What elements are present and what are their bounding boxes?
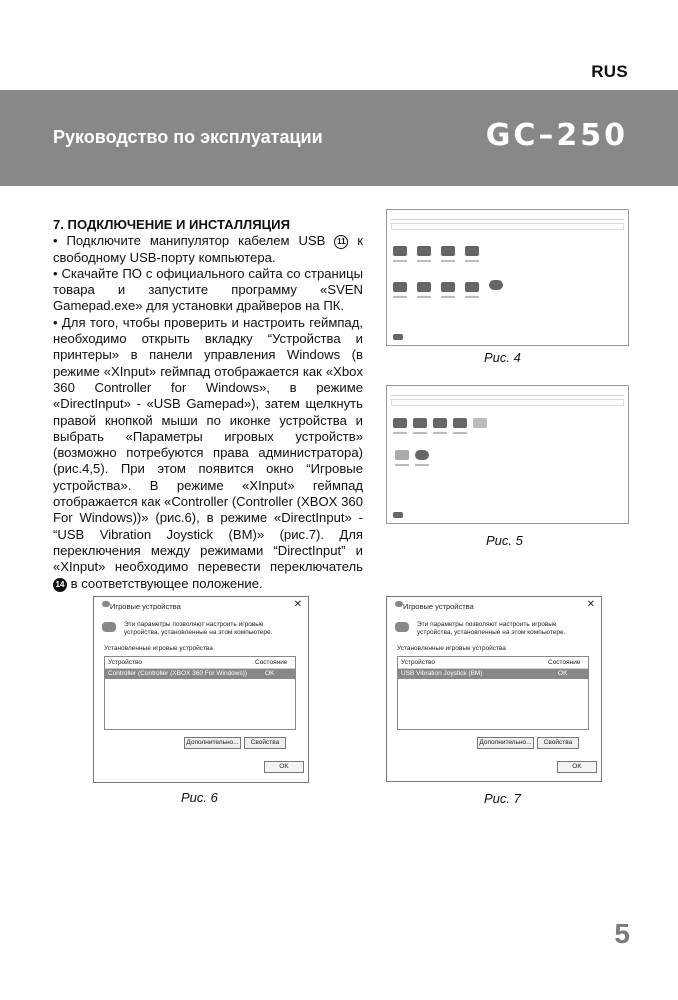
list-header — [105, 657, 295, 669]
ok-button[interactable]: OK — [557, 761, 597, 773]
p1-text-b: к свободному USB-порту компьютера. — [53, 233, 363, 265]
language-label: RUS — [591, 62, 628, 81]
devices-list[interactable] — [104, 656, 296, 730]
advanced-button[interactable]: Дополнительно... — [184, 737, 241, 749]
ok-button[interactable]: OK — [264, 761, 304, 773]
dialog-description: Эти параметры позволяют настроить игровые устройства, установленные на этом компьютере. — [417, 621, 566, 636]
dialog-description: Эти параметры позволяют настроить игровые устройства, установленные на этом компьютере. — [124, 621, 273, 636]
gamepad-icon — [395, 601, 403, 607]
column-device: Устройство — [108, 659, 143, 666]
close-icon[interactable]: ✕ — [293, 599, 302, 610]
gamepad-icon — [395, 622, 409, 632]
column-device: Устройство — [401, 659, 436, 666]
device-row[interactable] — [105, 669, 295, 679]
p3-text-b: в соответствующее положение. — [67, 575, 263, 591]
figure-7-caption: Рис. 7 — [484, 791, 521, 806]
dialog-title: Игровые устройства — [110, 602, 181, 611]
header-banner — [0, 90, 678, 186]
device-name: Controller (Controller (XBOX 360 For Windows)) — [108, 670, 248, 677]
figure-5-caption: Рис. 5 — [486, 533, 523, 548]
paragraph-connect — [53, 233, 363, 266]
list-header — [398, 657, 588, 669]
devices-list[interactable] — [397, 656, 589, 730]
figure-4-caption: Рис. 4 — [484, 350, 521, 365]
device-status: OK — [558, 670, 568, 677]
device-name: USB Vibration Joystick (BM) — [401, 670, 483, 677]
game-controllers-dialog-fig7 — [386, 596, 602, 782]
p3-text-a: • Для того, чтобы проверить и настроить геймпад, необходимо открыть вкладку “Устройства и принтеры» в панели управления Windows (в режиме «XInput» геймпад отображается как «Xbox 360 Controller for Windows», в режиме «DirectInput» - «USB Gamepad»), затем щелкнуть правой кнопкой мыши по иконке устройства и выбрать «Параметры игровых устройств» (возможно потребуются права администратора) (рис.4,5). При этом появится окно “Игровые устройства». В режиме «XInput» геймпад отображается как «Controller (Controller (XBOX 360 For Windows))» (рис.6), в режиме «DirectInput» - “USB Vibration Joystick (BM)» (рис.7). Для переключения между режимами “DirectInput” и «XInput» необходимо перевести переключатель — [53, 314, 363, 575]
model-name: GC–250 — [485, 118, 628, 153]
figure-5-screenshot — [386, 385, 629, 524]
game-controllers-dialog-fig6 — [93, 596, 309, 783]
figure-6-caption: Рис. 6 — [181, 790, 218, 805]
number-11-icon: 11 — [334, 235, 348, 249]
paragraph-setup — [53, 315, 363, 592]
gamepad-icon — [102, 622, 116, 632]
properties-button[interactable]: Свойства — [244, 737, 286, 749]
installed-devices-label: Установленные игровые устройства — [104, 645, 213, 652]
gamepad-icon — [102, 601, 110, 607]
instructions-text — [53, 217, 363, 592]
figure-4-screenshot — [386, 209, 629, 346]
section-heading: 7. ПОДКЛЮЧЕНИЕ И ИНСТАЛЛЯЦИЯ — [53, 217, 290, 232]
paragraph-download: • Скачайте ПО с официального сайта со страницы товара и запустите программу «SVEN Gamepad.exe» для установки драйверов на ПК. — [53, 265, 363, 314]
device-row[interactable] — [398, 669, 588, 679]
p1-text-a: • Подключите манипулятор кабелем USB — [53, 233, 335, 249]
manual-title: Руководство по эксплуатации — [53, 127, 323, 147]
close-icon[interactable]: ✕ — [586, 599, 595, 610]
device-status: OK — [265, 670, 275, 677]
advanced-button[interactable]: Дополнительно... — [477, 737, 534, 749]
column-status: Состояние — [548, 659, 581, 666]
dialog-title: Игровые устройства — [403, 602, 474, 611]
column-status: Состояние — [255, 659, 288, 666]
page-number: 5 — [614, 918, 630, 949]
installed-devices-label: Установленные игровые устройства — [397, 645, 506, 652]
properties-button[interactable]: Свойства — [537, 737, 579, 749]
number-14-icon: 14 — [53, 578, 67, 592]
